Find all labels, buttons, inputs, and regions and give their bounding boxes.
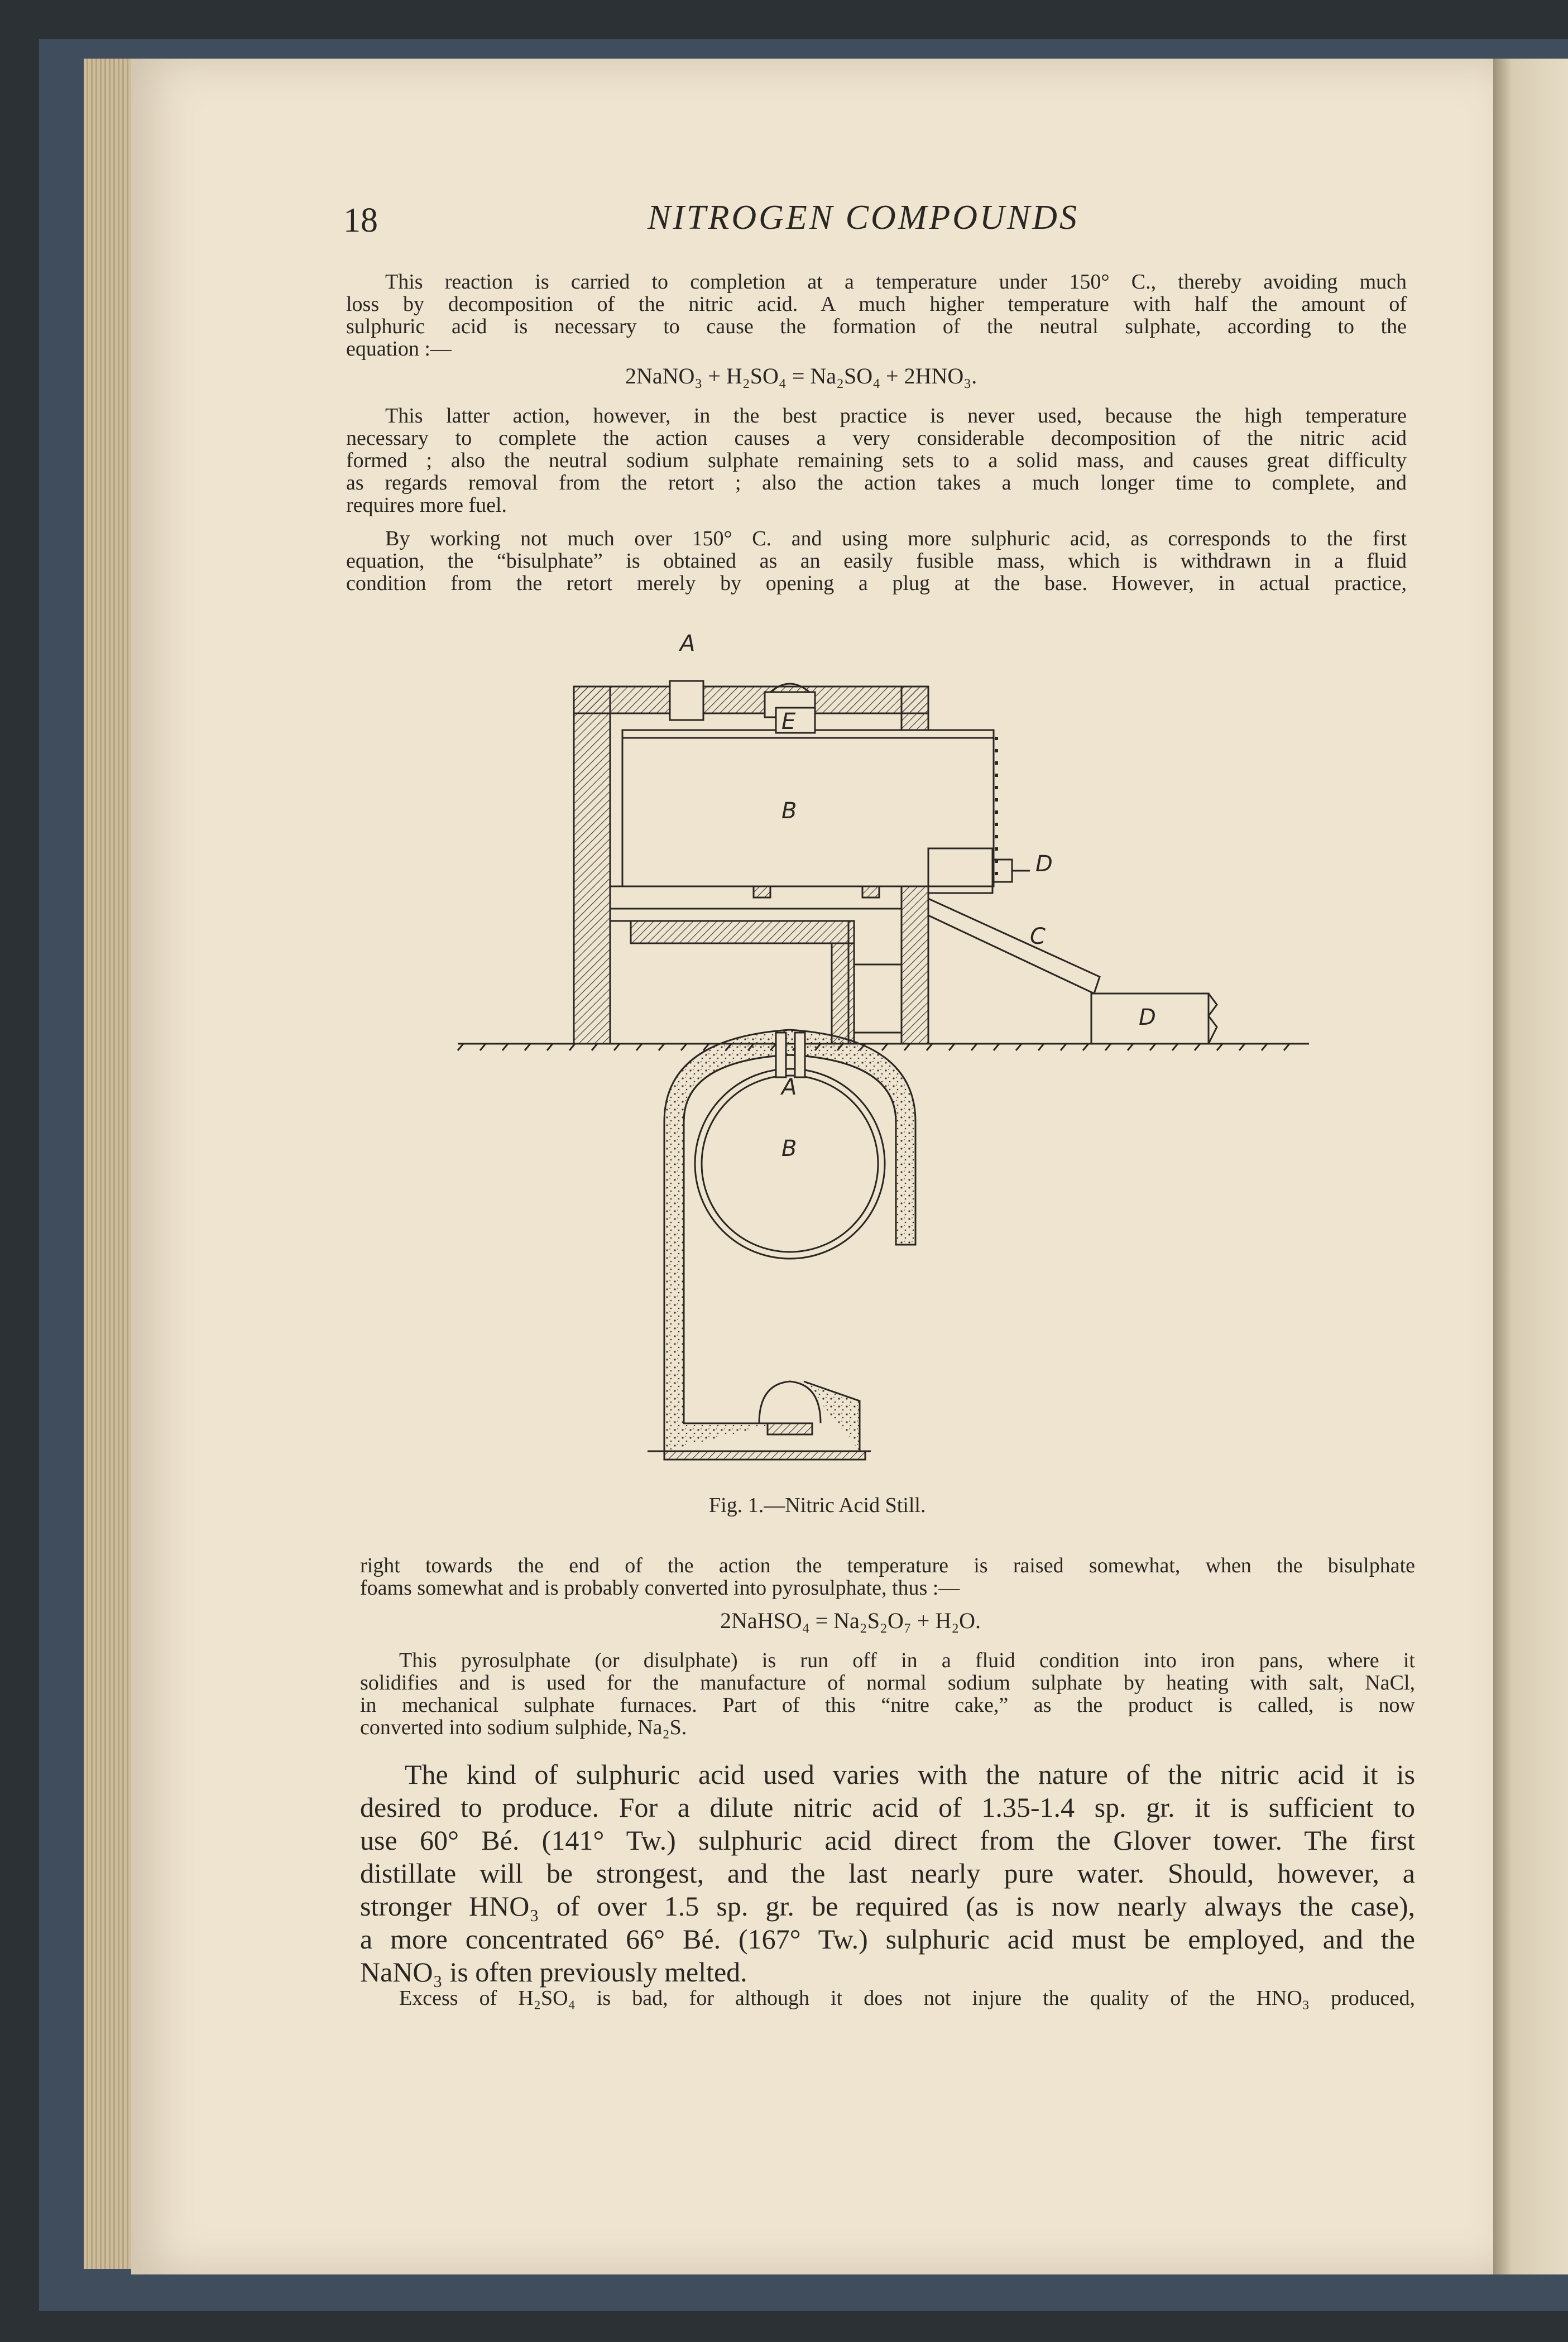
text-line: This reaction is carried to completion at a temperature under 150° C., thereby avoiding much (385, 270, 1407, 294)
text-line: condition from the retort merely by opening a plug at the base. However, in actual practice, (346, 572, 1407, 595)
paragraph-4 (360, 1554, 1415, 1599)
figure-caption: Fig. 1.—Nitric Acid Still. (709, 1494, 926, 1517)
text-line: a more concentrated 66° Bé. (167° Tw.) sulphuric acid must be employed, and the (360, 1923, 1415, 1955)
text-line: converted into sodium sulphide, Na₂S. (360, 1716, 687, 1739)
text-line: foams somewhat and is probably converted into pyrosulphate, thus :— (360, 1576, 960, 1600)
text-line: desired to produce. For a dilute nitric acid of 1.35-1.4 sp. gr. it is sufficient to (360, 1792, 1415, 1823)
text-line: This latter action, however, in the best practice is never used, because the high temperature (385, 404, 1407, 428)
text-line: distillate will be strongest, and the last nearly pure water. Should, however, a (360, 1858, 1415, 1889)
discharge-chute-c (928, 899, 1100, 994)
label-a-section: A (781, 1074, 797, 1100)
text-line: formed ; also the neutral sodium sulphate remaining sets to a solid mass, and causes great difficulty (346, 449, 1407, 472)
text-line: stronger HNO₃ of over 1.5 sp. gr. be required (as is now nearly always the case), (360, 1890, 1415, 1922)
text-line: equation :— (346, 337, 452, 361)
paragraph-5 (360, 1649, 1415, 1739)
text-line: Excess of H₂SO₄ is bad, for although it does not injure the quality of the HNO₃ produced, (399, 1986, 1415, 2010)
page-number: 18 (343, 201, 378, 239)
retort-b (622, 730, 994, 886)
label-a: A (680, 631, 696, 656)
paragraph-2 (346, 405, 1407, 516)
outlet-pipe-a (670, 681, 703, 720)
text-line: necessary to complete the action causes a very considerable decomposition of the nitric acid (346, 426, 1407, 450)
still-drawing (447, 631, 1317, 1485)
paragraph-1 (346, 271, 1407, 360)
equation-2: 2NaHSO₄ = Na₂S₂O₇ + H₂O. (720, 1608, 981, 1633)
text-line: as regards removal from the retort ; also the action takes a much longer time to complete, and (346, 471, 1407, 495)
label-e: E (781, 709, 796, 735)
label-c: C (1030, 924, 1046, 949)
fire-grate (768, 1423, 812, 1434)
text-line: solidifies and is used for the manufacture of normal sodium sulphate by heating with salt, NaCl, (360, 1671, 1415, 1695)
grate-wall (832, 943, 854, 1044)
label-d-valve: D (1035, 851, 1053, 877)
label-b: B (781, 798, 797, 824)
equation-1: 2NaNO₃ + H₂SO₄ = Na₂SO₄ + 2HNO₃. (625, 363, 977, 388)
paragraph-3 (346, 527, 1407, 594)
text-line: NaNO₃ is often previously melted. (360, 1956, 747, 1988)
running-title: NITROGEN COMPOUNDS (648, 199, 1079, 237)
furnace-roof (574, 687, 928, 713)
text-line: sulphuric acid is necessary to cause the formation of the neutral sulphate, according to the (346, 315, 1407, 338)
text-line: equation, the “bisulphate” is obtained as an easily fusible mass, which is withdrawn in a fluid (346, 549, 1407, 573)
page-edges (84, 59, 134, 2269)
nitric-acid-still-figure (447, 631, 1317, 1485)
paragraph-6 (360, 1758, 1415, 1989)
text-line: in mechanical sulphate furnaces. Part of this “nitre cake,” as the product is called, is now (360, 1693, 1415, 1717)
label-b-section: B (781, 1136, 797, 1162)
text-line: requires more fuel. (346, 493, 507, 517)
text-line: right towards the end of the action the temperature is raised somewhat, when the bisulphate (360, 1554, 1415, 1577)
text-line: By working not much over 150° C. and using more sulphuric acid, as corresponds to the first (385, 527, 1407, 550)
facing-page-edge (1493, 59, 1568, 2274)
text-line: use 60° Bé. (141° Tw.) sulphuric acid direct from the Glover tower. The first (360, 1825, 1415, 1856)
paragraph-7 (360, 1987, 1415, 2009)
text-line: loss by decomposition of the nitric acid. A much higher temperature with half the amount of (346, 292, 1407, 316)
label-d-pan: D (1139, 1005, 1156, 1030)
furnace-left-wall (574, 687, 610, 1044)
text-line: The kind of sulphuric acid used varies with the nature of the nitric acid it is (405, 1759, 1415, 1790)
text-line: This pyrosulphate (or disulphate) is run off in a fluid condition into iron pans, where it (399, 1649, 1415, 1672)
